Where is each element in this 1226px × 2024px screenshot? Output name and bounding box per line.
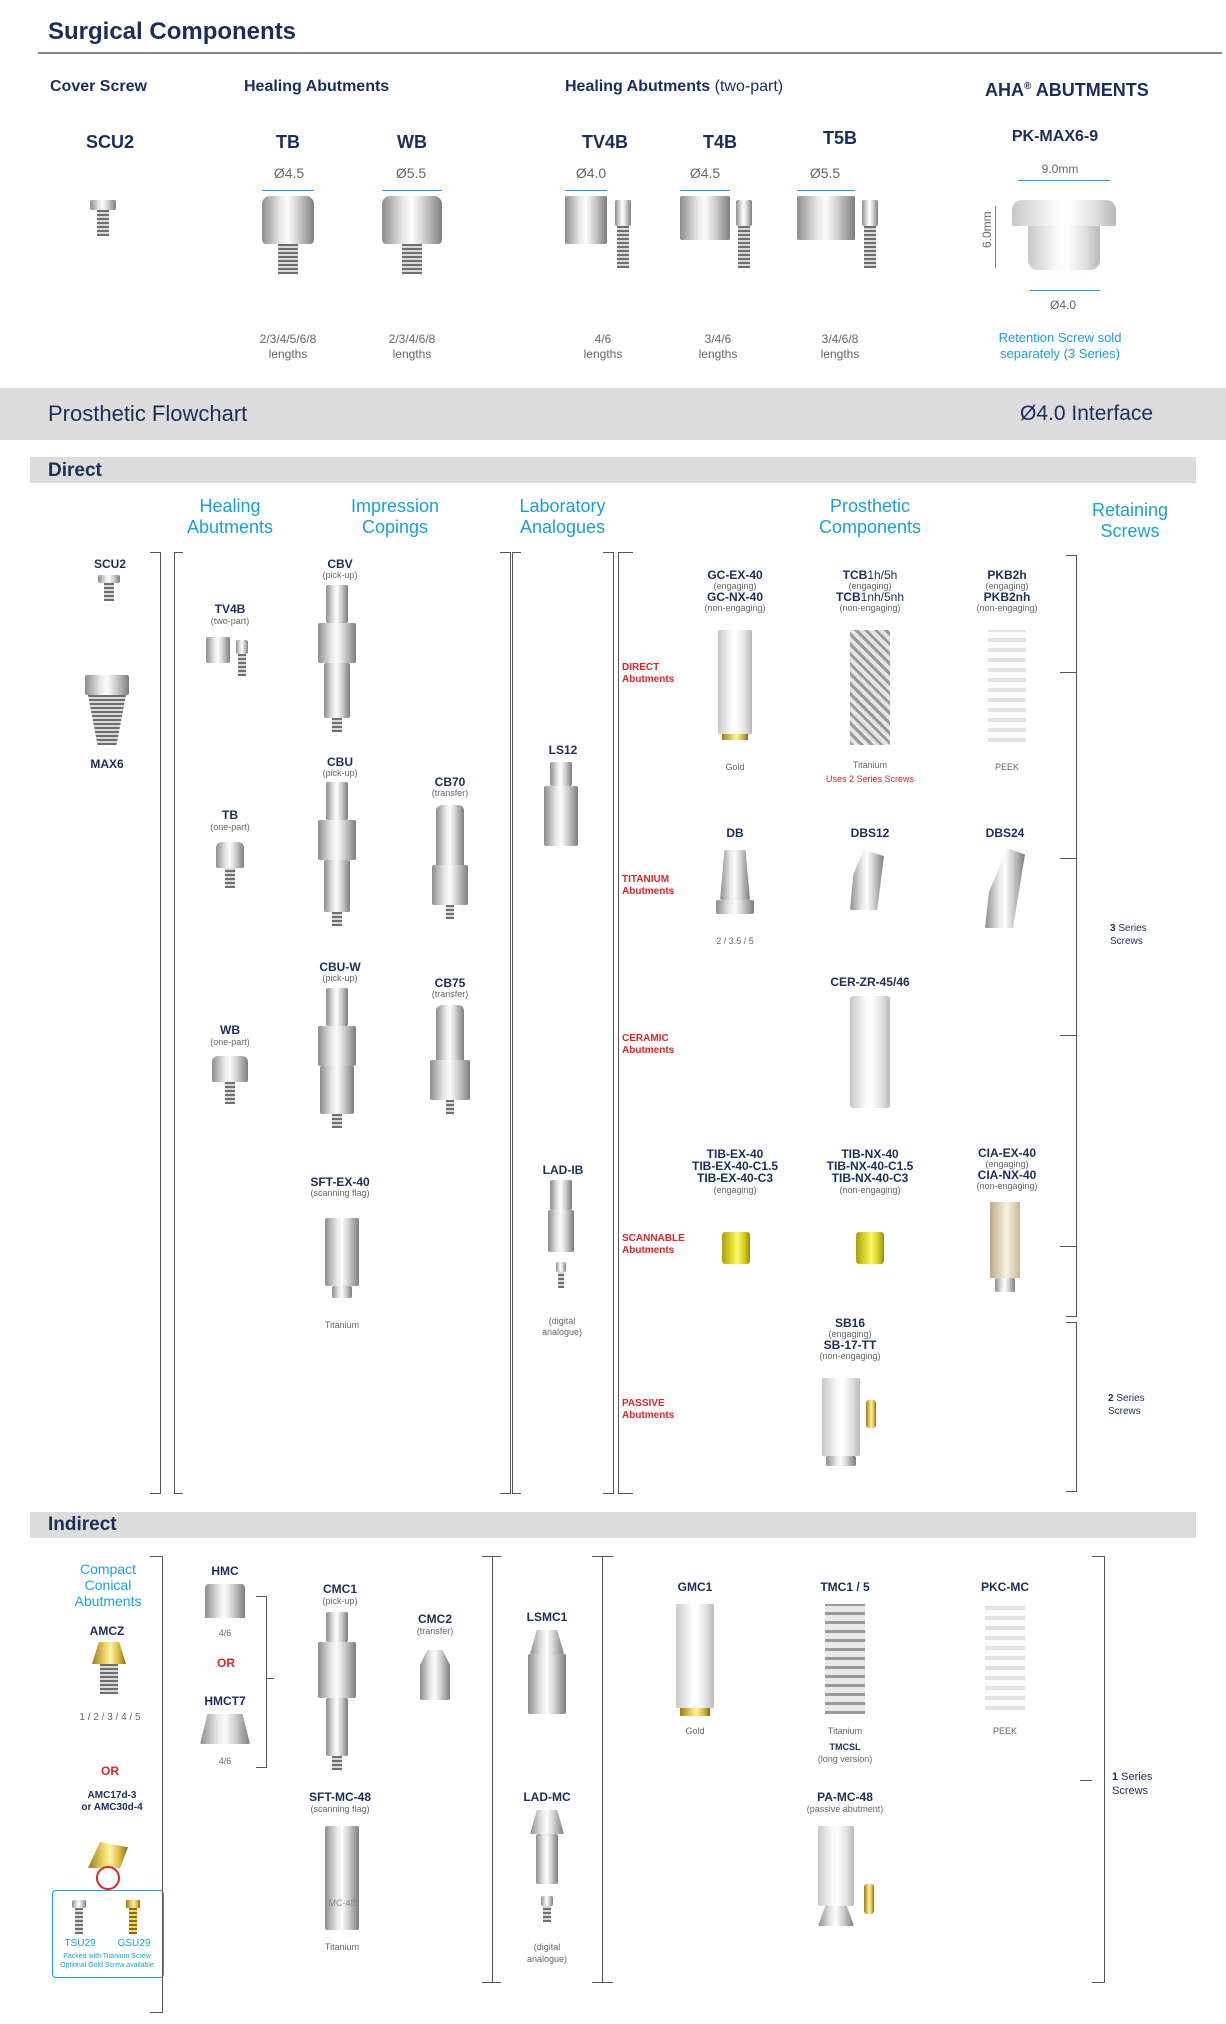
t4b-dia: Ø4.5 — [689, 165, 721, 181]
tmcsl-code: TMCSL — [829, 1742, 861, 1752]
tsu29-code: TSU29 — [64, 1938, 96, 1949]
cia-labels: CIA-EX-40 (engaging) CIA-NX-40 (non-engaging) — [976, 1146, 1038, 1191]
lad-mc-code: LAD-MC — [523, 1790, 571, 1804]
pkb-body — [988, 630, 1026, 742]
col-retaining-head: Retaining Screws — [1091, 500, 1169, 541]
cover-screw-heading: Cover Screw — [50, 78, 147, 95]
sft-mc-material: Titanium — [324, 1942, 360, 1952]
tsu-note: Packed with Titanium Screw Optional Gold Screw available — [60, 1953, 154, 1969]
cbuw-thread — [332, 1114, 342, 1128]
cbu-thread — [332, 912, 342, 926]
or-1: OR — [101, 1764, 119, 1778]
bracket-hmc — [256, 1596, 267, 1768]
cia-base — [995, 1278, 1015, 1292]
dbs12-code: DBS12 — [850, 826, 890, 840]
cbv-code: CBV — [327, 557, 353, 571]
tib-nx-labels: TIB-NX-40 TIB-NX-40-C1.5 TIB-NX-40-C3 (non-engaging) — [826, 1147, 914, 1195]
t4b-lengths-label: lengths — [698, 347, 738, 361]
direct-wb-thread — [225, 1082, 235, 1104]
sft-ex-body — [325, 1218, 359, 1286]
scu2-code: SCU2 — [85, 132, 134, 152]
col-lab-head: Laboratory Analogues — [519, 496, 606, 537]
amcz-top — [92, 1642, 126, 1664]
direct-tv4b-screw — [236, 640, 248, 654]
scu2-head — [90, 200, 116, 210]
t5b-screw-head — [862, 200, 878, 226]
lad-ib-code: LAD-IB — [542, 1163, 584, 1177]
direct-scu2-head — [98, 575, 120, 583]
pk-max-width-line — [1018, 180, 1110, 181]
pk-max-dia-line — [1030, 290, 1100, 291]
bracket-impression — [500, 552, 511, 1494]
amc17-code: AMC17d-3 or AMC30d-4 — [81, 1790, 143, 1813]
tv4b-lengths: 4/6 — [594, 332, 612, 346]
cmc1-low — [326, 1698, 348, 1756]
bracket-indirect-implant — [150, 1556, 163, 2013]
t5b-lengths: 3/4/6/8 — [821, 332, 859, 346]
direct-tv4b-body — [206, 637, 230, 663]
cbuw-code: CBU-W — [319, 960, 361, 974]
pkc-mc-body — [985, 1606, 1025, 1710]
t4b-lengths: 3/4/6 — [704, 332, 732, 346]
cbv-low — [324, 663, 350, 718]
cb70-code: CB70 — [434, 775, 466, 789]
gc-base — [722, 734, 748, 740]
tmc-code: TMC1 / 5 — [820, 1580, 870, 1594]
direct-scu2-code: SCU2 — [93, 557, 126, 571]
direct-tb-thread — [225, 868, 235, 888]
db-sizes: 2 / 3.5 / 5 — [716, 936, 754, 946]
cbv-thread — [332, 718, 342, 732]
direct-title: Direct — [48, 460, 102, 481]
tb-thread — [278, 244, 298, 274]
direct-wb-code: WB — [220, 1023, 240, 1037]
cbu-mid — [318, 820, 356, 860]
hmct7-body — [200, 1714, 250, 1744]
gc-labels: GC-EX-40 (engaging) GC-NX-40 (non-engaging) — [704, 568, 766, 613]
tv4b-screw-thread — [617, 226, 629, 268]
tv4b-dimline — [565, 190, 607, 191]
lad-ib-top — [550, 1180, 572, 1210]
cb75-top — [436, 1005, 464, 1060]
tcb-note: Uses 2 Series Screws — [825, 774, 915, 784]
tick-3 — [1060, 1035, 1076, 1036]
bracket-3-series — [1066, 555, 1077, 1317]
hmct7-sizes: 4/6 — [218, 1756, 232, 1766]
wb-lengths: 2/3/4/6/8 — [388, 332, 436, 346]
tmc-body — [825, 1604, 865, 1714]
pa-mc-screw — [864, 1884, 874, 1914]
tsu29-head — [72, 1900, 86, 1908]
cbuw-low — [320, 1066, 354, 1114]
amcz-code: AMCZ — [89, 1624, 125, 1638]
direct-tb-code: TB — [222, 808, 238, 822]
cbv-top — [326, 585, 348, 623]
cmc1-mid — [318, 1642, 356, 1698]
cat-titanium: TITANIUM Abutments — [622, 874, 675, 897]
hmc-body — [205, 1584, 245, 1618]
dbs24-body — [985, 848, 1025, 928]
cmc2-code: CMC2 — [417, 1612, 452, 1626]
pk-max-note-2: separately (3 Series) — [1000, 346, 1120, 361]
pa-mc-base — [818, 1906, 854, 1926]
ls12-body — [544, 786, 578, 846]
sb-screw — [866, 1400, 876, 1428]
indirect-title: Indirect — [48, 1514, 117, 1535]
sft-ex-material: Titanium — [324, 1320, 360, 1330]
cb70-top — [436, 805, 464, 865]
gc-body — [718, 630, 752, 734]
cat-ceramic: CERAMIC Abutments — [622, 1033, 675, 1056]
tv4b-code: TV4B — [581, 132, 628, 152]
title-divider — [38, 52, 1222, 54]
t5b-lengths-label: lengths — [820, 347, 860, 361]
bracket-prosthetic — [618, 552, 633, 1494]
cmc2-body — [420, 1650, 450, 1700]
col-prosthetic-head: Prosthetic Components — [818, 496, 922, 537]
direct-scu2-thread — [104, 583, 114, 601]
direct-tb-body — [216, 842, 244, 868]
t4b-body — [680, 196, 730, 240]
pk-max-top — [1012, 200, 1116, 226]
tib-ex-labels: TIB-EX-40 TIB-EX-40-C1.5 TIB-EX-40-C3 (engaging) — [691, 1147, 779, 1195]
lad-ib-screw — [556, 1262, 566, 1272]
t5b-code: T5B — [822, 128, 857, 148]
cb75-code: CB75 — [434, 976, 466, 990]
cbv-sub: (pick-up) — [322, 570, 358, 580]
lad-ib-note-2: analogue) — [541, 1327, 583, 1337]
bracket-healing — [174, 552, 183, 1494]
aha-heading: AHA® ABUTMENTS — [985, 80, 1149, 100]
t5b-body — [797, 196, 855, 240]
cat-direct: DIRECT Abutments — [622, 662, 675, 685]
pk-max-height-line — [995, 206, 996, 268]
col-impression-head: Impression Copings — [350, 496, 440, 537]
wb-dia: Ø5.5 — [395, 165, 427, 181]
cer-code: CER-ZR-45/46 — [830, 975, 910, 989]
gmc1-base — [680, 1708, 710, 1716]
hmc-code: HMC — [211, 1564, 239, 1578]
cbu-code: CBU — [327, 755, 353, 769]
bracket-indirect-lab-left — [492, 1556, 501, 1983]
tcb-body — [850, 630, 890, 745]
sft-ex-sub: (scanning flag) — [310, 1188, 370, 1198]
screws-2-series: 2 Series Screws — [1108, 1393, 1145, 1417]
tick-2 — [1060, 858, 1076, 859]
lsmc1-body — [528, 1654, 566, 1714]
db-code: DB — [726, 826, 744, 840]
pkc-mc-material: PEEK — [992, 1726, 1017, 1736]
pk-max-dia: Ø4.0 — [1049, 298, 1076, 312]
sb-base — [826, 1456, 856, 1466]
healing-heading: Healing Abutments — [244, 78, 390, 95]
pk-max-height: 6.0mm — [980, 211, 994, 248]
cmc1-top — [326, 1612, 348, 1642]
amcz-thread — [100, 1664, 118, 1694]
bracket-2-series — [1066, 1322, 1077, 1492]
pk-max-note-1: Retention Screw sold — [998, 330, 1122, 345]
t5b-dimline — [797, 190, 855, 191]
pk-max-base — [1028, 226, 1100, 270]
lsmc1-code: LSMC1 — [526, 1610, 568, 1624]
cb70-low — [432, 865, 468, 905]
direct-tv4b-thread — [238, 654, 246, 676]
tb-body — [262, 196, 314, 244]
tv4b-lengths-label: lengths — [583, 347, 623, 361]
sb-labels: SB16 (engaging) SB-17-TT (non-engaging) — [819, 1316, 881, 1361]
t4b-screw-thread — [738, 226, 750, 268]
tmcsl-sub: (long version) — [817, 1754, 873, 1764]
tcb-material: Titanium — [852, 760, 888, 770]
lad-mc-top — [530, 1810, 564, 1834]
lad-mc-screw — [541, 1896, 553, 1906]
gmc1-material: Gold — [685, 1726, 705, 1736]
direct-wb-body — [212, 1056, 248, 1082]
lad-ib-note-1: (digital — [548, 1316, 576, 1326]
surgical-title: Surgical Components — [48, 18, 297, 45]
t4b-dimline — [680, 190, 730, 191]
tmc-material: Titanium — [827, 1726, 863, 1736]
or-2: OR — [217, 1656, 235, 1670]
screws-1-series: 1 Series Screws — [1112, 1771, 1153, 1797]
pk-max-code: PK-MAX6-9 — [1011, 128, 1099, 145]
pa-mc-body — [818, 1826, 854, 1906]
lad-mc-note-1: (digital — [533, 1942, 561, 1952]
ls12-top — [550, 762, 572, 786]
gmc1-body — [676, 1604, 714, 1708]
ls12-code: LS12 — [548, 743, 578, 757]
amc17-body — [88, 1842, 128, 1868]
direct-wb-sub: (one-part) — [210, 1037, 250, 1047]
gmc1-code: GMC1 — [677, 1580, 713, 1594]
indirect-bar — [30, 1512, 1196, 1538]
hmct7-code: HMCT7 — [204, 1694, 246, 1708]
pkb-labels: PKB2h (engaging) PKB2nh (non-engaging) — [976, 568, 1038, 613]
sft-mc-sub: (scanning flag) — [310, 1804, 370, 1814]
tb-lengths-label: lengths — [268, 347, 308, 361]
cmc1-code: CMC1 — [322, 1582, 357, 1596]
direct-tv4b-code: TV4B — [214, 602, 246, 616]
t5b-screw-thread — [864, 226, 876, 268]
lad-mc-screw-thread — [543, 1906, 551, 1922]
cb70-thread — [446, 905, 454, 919]
gsu29-thread — [129, 1908, 137, 1934]
cat-passive: PASSIVE Abutments — [622, 1398, 675, 1421]
cmc1-sub: (pick-up) — [322, 1596, 358, 1606]
cer-body — [850, 996, 890, 1108]
sb-body — [822, 1378, 860, 1456]
bracket-indirect-prosthetic — [602, 1556, 613, 1983]
cbu-sub: (pick-up) — [322, 768, 358, 778]
bracket-implant — [150, 552, 161, 1494]
col-healing-head: Healing Abutments — [186, 496, 274, 537]
gsu29-code: GSU29 — [117, 1938, 151, 1949]
bracket-lab-right — [603, 552, 614, 1494]
lsmc1-top — [530, 1630, 564, 1654]
sft-ex-low — [332, 1286, 352, 1298]
direct-tb-sub: (one-part) — [210, 822, 250, 832]
hmc-sizes: 4/6 — [218, 1628, 232, 1638]
amc17-highlight — [96, 1866, 120, 1890]
lad-mc-body — [536, 1834, 558, 1884]
lad-ib-body — [548, 1210, 574, 1252]
cbu-top — [326, 782, 348, 820]
tib-ex-body — [722, 1232, 750, 1264]
cbuw-sub: (pick-up) — [322, 973, 358, 983]
cbuw-mid — [318, 1026, 356, 1066]
tb-lengths: 2/3/4/5/6/8 — [259, 332, 317, 346]
pk-max-width: 9.0mm — [1041, 162, 1079, 176]
sft-mc-code: SFT-MC-48 — [308, 1790, 371, 1804]
sft-ex-code: SFT-EX-40 — [310, 1175, 370, 1189]
cb70-sub: (transfer) — [431, 788, 469, 798]
compact-head: Compact Conical Abutments — [74, 1561, 142, 1609]
amcz-sizes: 1 / 2 / 3 / 4 / 5 — [79, 1712, 141, 1723]
cb75-sub: (transfer) — [431, 989, 469, 999]
sft-mc-body — [325, 1826, 359, 1930]
pkb-material: PEEK — [994, 762, 1019, 772]
cat-scannable: SCANNABLE Abutments — [622, 1233, 685, 1256]
tv4b-body — [565, 196, 607, 244]
max6-code: MAX6 — [90, 757, 124, 771]
direct-bar — [30, 457, 1196, 483]
pkc-mc-code: PKC-MC — [981, 1580, 1029, 1594]
tib-nx-body — [856, 1232, 884, 1264]
pa-mc-sub: (passive abutment) — [806, 1804, 884, 1814]
tick-1-series — [1080, 1780, 1092, 1781]
tsu29-thread — [75, 1908, 83, 1934]
gc-material: Gold — [725, 762, 745, 772]
cmc2-sub: (transfer) — [416, 1626, 454, 1636]
lad-mc-note-2: analogue) — [526, 1954, 568, 1964]
tcb-labels: TCB1h/5h (engaging) TCB1nh/5nh (non-engaging) — [835, 568, 905, 613]
t5b-dia: Ø5.5 — [809, 165, 841, 181]
tick-4 — [1060, 1246, 1076, 1247]
t4b-screw-head — [736, 200, 752, 226]
gsu29-head — [126, 1900, 140, 1908]
tv4b-dia: Ø4.0 — [575, 165, 607, 181]
flowchart-title: Prosthetic Flowchart — [48, 401, 248, 426]
wb-dimline — [382, 190, 442, 191]
flowchart-interface: Ø4.0 Interface — [1020, 402, 1154, 425]
lad-ib-screw-thread — [558, 1272, 564, 1288]
cb75-low — [430, 1060, 470, 1100]
wb-thread — [402, 244, 422, 274]
wb-code: WB — [397, 132, 427, 152]
wb-lengths-label: lengths — [392, 347, 432, 361]
tv4b-screw-head — [615, 200, 631, 226]
direct-tv4b-sub: (two-part) — [210, 616, 250, 626]
bracket-1-series — [1092, 1556, 1105, 1983]
healing-two-part-heading: Healing Abutments (two-part) — [565, 78, 784, 95]
tb-dimline — [262, 190, 314, 191]
max6-body — [88, 695, 126, 745]
cb75-thread — [446, 1100, 454, 1114]
bracket-hmc-tick — [266, 1678, 274, 1679]
sft-mc-engraving: MC-48 — [328, 1898, 356, 1908]
tb-dia: Ø4.5 — [273, 165, 305, 181]
scu2-thread — [97, 210, 109, 236]
db-body — [720, 850, 750, 900]
cbv-mid — [318, 623, 356, 663]
screws-3-series: 3 Series Screws — [1110, 923, 1147, 947]
dbs12-body — [850, 850, 884, 910]
pa-mc-code: PA-MC-48 — [817, 1790, 873, 1804]
db-base — [716, 900, 754, 914]
tb-code: TB — [276, 132, 300, 152]
cbu-low — [324, 860, 350, 912]
wb-body — [382, 196, 442, 244]
bracket-lab-left — [512, 552, 521, 1494]
tick-1 — [1060, 672, 1076, 673]
cbuw-top — [326, 988, 348, 1026]
cmc1-thread — [332, 1756, 342, 1770]
max6-collar — [85, 675, 129, 695]
dbs24-code: DBS24 — [985, 826, 1025, 840]
cia-body — [990, 1202, 1020, 1278]
t4b-code: T4B — [702, 132, 737, 152]
